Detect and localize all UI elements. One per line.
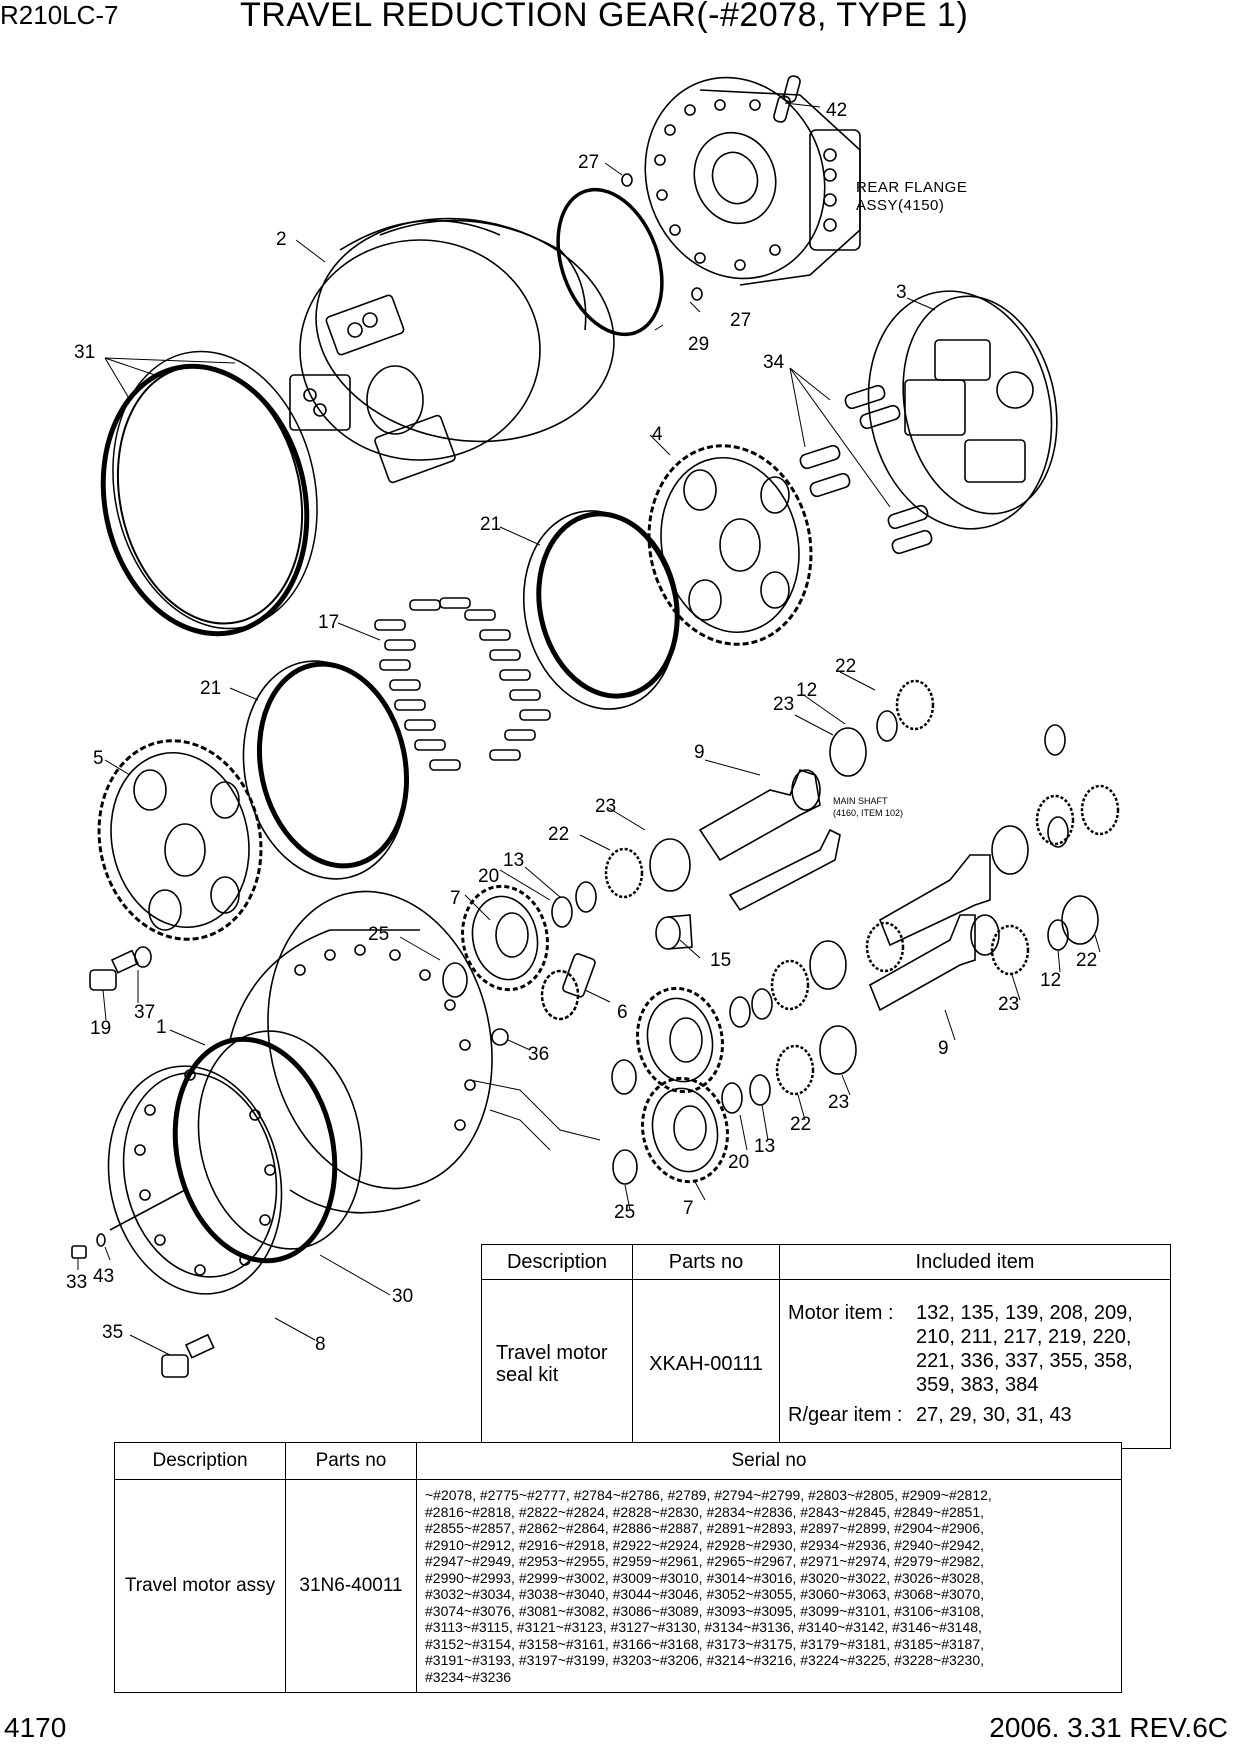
callout-20-lower: 20 bbox=[728, 1152, 750, 1173]
part-19-bolt bbox=[90, 951, 138, 990]
serial-line: #2947~#2949, #2953~#2955, #2959~#2961, #2965~#2967, #2971~#2974, #2979~#2982, bbox=[425, 1553, 985, 1569]
part-15-bushing bbox=[656, 915, 692, 949]
main-shaft-note-line2: (4160, ITEM 102) bbox=[833, 808, 904, 818]
part-29-o-ring bbox=[539, 175, 681, 349]
kit-included-items bbox=[780, 1280, 1171, 1449]
callout-17: 17 bbox=[318, 612, 340, 633]
assy-header-description: Description bbox=[115, 1443, 286, 1480]
callout-35: 35 bbox=[102, 1322, 124, 1343]
serial-line: #2816~#2818, #2822~#2824, #2828~#2830, #2834~#2836, #2843~#2845, #2849~#2851, bbox=[425, 1503, 985, 1520]
callout-9-lower: 9 bbox=[938, 1038, 949, 1059]
part-37-washer bbox=[135, 947, 151, 967]
assy-header-parts-no: Parts no bbox=[286, 1443, 417, 1480]
part-6-pinion bbox=[542, 953, 596, 1019]
rear-flange-assembly bbox=[617, 52, 860, 304]
part-1-housing bbox=[179, 870, 519, 1264]
serial-line: ~#2078, #2775~#2777, #2784~#2786, #2789, #2794~#2799, #2803~#2805, #2909~#2812, bbox=[425, 1487, 992, 1503]
serial-line: #3234~#3236 bbox=[425, 1668, 512, 1685]
motor-items-line3: 221, 336, 337, 355, 358, bbox=[916, 1350, 1133, 1372]
callout-29: 29 bbox=[688, 334, 710, 355]
part-36-ball bbox=[492, 1029, 508, 1045]
callout-43: 43 bbox=[93, 1266, 115, 1287]
callout-36: 36 bbox=[528, 1044, 550, 1065]
callout-13-lower: 13 bbox=[754, 1136, 776, 1157]
motor-items-line2: 210, 211, 217, 219, 220, bbox=[916, 1326, 1132, 1348]
callout-25-lower: 25 bbox=[614, 1202, 636, 1223]
part-4-carrier-gear bbox=[631, 431, 829, 660]
callout-3: 3 bbox=[896, 282, 907, 303]
callout-9-upper: 9 bbox=[694, 742, 705, 763]
motor-items-line4: 359, 383, 384 bbox=[916, 1374, 1039, 1396]
assy-serial-list bbox=[417, 1480, 1122, 1693]
callout-22-lower: 22 bbox=[790, 1114, 812, 1135]
part-8-cover bbox=[88, 1050, 302, 1310]
motor-items-line1: 132, 135, 139, 208, 209, bbox=[916, 1302, 1133, 1324]
kit-header-parts-no: Parts no bbox=[633, 1245, 780, 1280]
callout-6: 6 bbox=[617, 1002, 628, 1023]
callout-42: 42 bbox=[826, 100, 848, 121]
rear-flange-note-line1: REAR FLANGE bbox=[856, 179, 968, 196]
callout-4: 4 bbox=[652, 424, 663, 445]
part-34-pins bbox=[799, 384, 933, 555]
callout-27-upper: 27 bbox=[578, 152, 600, 173]
seal-kit-table bbox=[481, 1244, 1171, 1449]
rear-flange-note-line2: ASSY(4150) bbox=[856, 197, 945, 214]
part-9-shaft-upper bbox=[700, 770, 820, 860]
page-number: 4170 bbox=[4, 1712, 67, 1743]
main-shaft-note-line1: MAIN SHAFT bbox=[833, 796, 888, 806]
callout-37: 37 bbox=[134, 1002, 156, 1023]
rgear-items: 27, 29, 30, 31, 43 bbox=[916, 1404, 1072, 1426]
callout-7-upper: 7 bbox=[450, 888, 461, 909]
callout-22-right: 22 bbox=[1076, 950, 1098, 971]
serial-line: #3152~#3154, #3158~#3161, #3166~#3168, #3173~#3175, #3179~#3181, #3185~#3187, bbox=[425, 1635, 985, 1652]
callout-22-mid: 22 bbox=[548, 824, 570, 845]
part-35-bolt bbox=[162, 1335, 214, 1377]
callout-23-lower: 23 bbox=[828, 1092, 850, 1113]
part-25-snap-rings bbox=[443, 963, 637, 1184]
callout-21-upper: 21 bbox=[480, 514, 502, 535]
part-7-gear-middle bbox=[628, 980, 732, 1099]
callout-15: 15 bbox=[710, 950, 732, 971]
assy-description: Travel motor assy bbox=[115, 1480, 286, 1693]
part-21-ring-lower bbox=[224, 646, 426, 894]
serial-line: #3074~#3076, #3081~#3082, #3086~#3089, #3093~#3095, #3099~#3101, #3106~#3108, bbox=[425, 1602, 985, 1619]
kit-parts-no: XKAH-00111 bbox=[633, 1280, 780, 1449]
callout-25-upper: 25 bbox=[368, 924, 390, 945]
callout-34: 34 bbox=[763, 352, 785, 373]
assy-header-serial-no: Serial no bbox=[417, 1443, 1122, 1480]
callout-23-mid: 23 bbox=[595, 796, 617, 817]
callout-30: 30 bbox=[392, 1286, 414, 1307]
part-5-carrier-gear bbox=[81, 726, 279, 955]
serial-line: #3113~#3115, #3121~#3123, #3127~#3130, #3134~#3136, #3140~#3142, #3146~#3148, bbox=[425, 1619, 982, 1635]
revision-date: 2006. 3.31 REV.6C bbox=[989, 1712, 1228, 1743]
assy-parts-no: 31N6-40011 bbox=[286, 1480, 417, 1693]
callout-31: 31 bbox=[74, 342, 96, 363]
part-22-23-bearings bbox=[606, 681, 1118, 1094]
callout-5: 5 bbox=[93, 748, 104, 769]
motor-item-label: Motor item : bbox=[788, 1302, 894, 1324]
callout-8: 8 bbox=[315, 1334, 326, 1355]
callout-21-lower: 21 bbox=[200, 678, 222, 699]
part-33-plug bbox=[72, 1246, 86, 1258]
callout-12-right: 12 bbox=[1040, 970, 1062, 991]
callout-1: 1 bbox=[156, 1017, 167, 1038]
kit-description: Travel motor seal kit bbox=[482, 1280, 633, 1449]
part-7-gear-lower bbox=[633, 1070, 737, 1189]
serial-line: #2990~#2993, #2999~#3002, #3009~#3010, #3014~#3016, #3020~#3022, #3026~#3028, bbox=[425, 1569, 985, 1586]
part-43-seal bbox=[97, 1234, 105, 1246]
serial-line: #3032~#3034, #3038~#3040, #3044~#3046, #3052~#3055, #3060~#3063, #3068~#3070, bbox=[425, 1586, 985, 1602]
serial-line: #2855~#2857, #2862~#2864, #2886~#2887, #2891~#2893, #2897~#2899, #2904~#2906, bbox=[425, 1520, 985, 1536]
page-title: TRAVEL REDUCTION GEAR(-#2078, TYPE 1) bbox=[240, 0, 969, 34]
callout-27-lower: 27 bbox=[730, 310, 752, 331]
kit-header-description: Description bbox=[482, 1245, 633, 1280]
callout-19: 19 bbox=[90, 1018, 112, 1039]
callout-23-right: 23 bbox=[998, 994, 1020, 1015]
callout-23-top: 23 bbox=[773, 694, 795, 715]
model-code: R210LC-7 bbox=[0, 0, 119, 30]
callout-20-upper: 20 bbox=[478, 866, 500, 887]
callout-22-top: 22 bbox=[835, 656, 857, 677]
part-2-hub bbox=[290, 196, 632, 484]
part-42-pins bbox=[773, 75, 801, 123]
serial-line: #3191~#3193, #3197~#3199, #3203~#3206, #3214~#3216, #3224~#3225, #3228~#3230, bbox=[425, 1652, 985, 1668]
assy-serial-table bbox=[114, 1442, 1122, 1693]
kit-header-included-item: Included item bbox=[780, 1245, 1171, 1280]
callout-7-lower: 7 bbox=[683, 1198, 694, 1219]
callout-33: 33 bbox=[66, 1272, 88, 1293]
part-7-gear-upper bbox=[453, 878, 557, 997]
callout-13-upper: 13 bbox=[503, 850, 525, 871]
part-9-shaft-right bbox=[870, 855, 999, 1010]
callout-12-top: 12 bbox=[796, 680, 818, 701]
serial-line: #2910~#2912, #2916~#2918, #2922~#2924, #2928~#2930, #2934~#2936, #2940~#2942, bbox=[425, 1536, 985, 1553]
callout-2: 2 bbox=[276, 229, 287, 250]
rgear-item-label: R/gear item : bbox=[788, 1404, 903, 1426]
